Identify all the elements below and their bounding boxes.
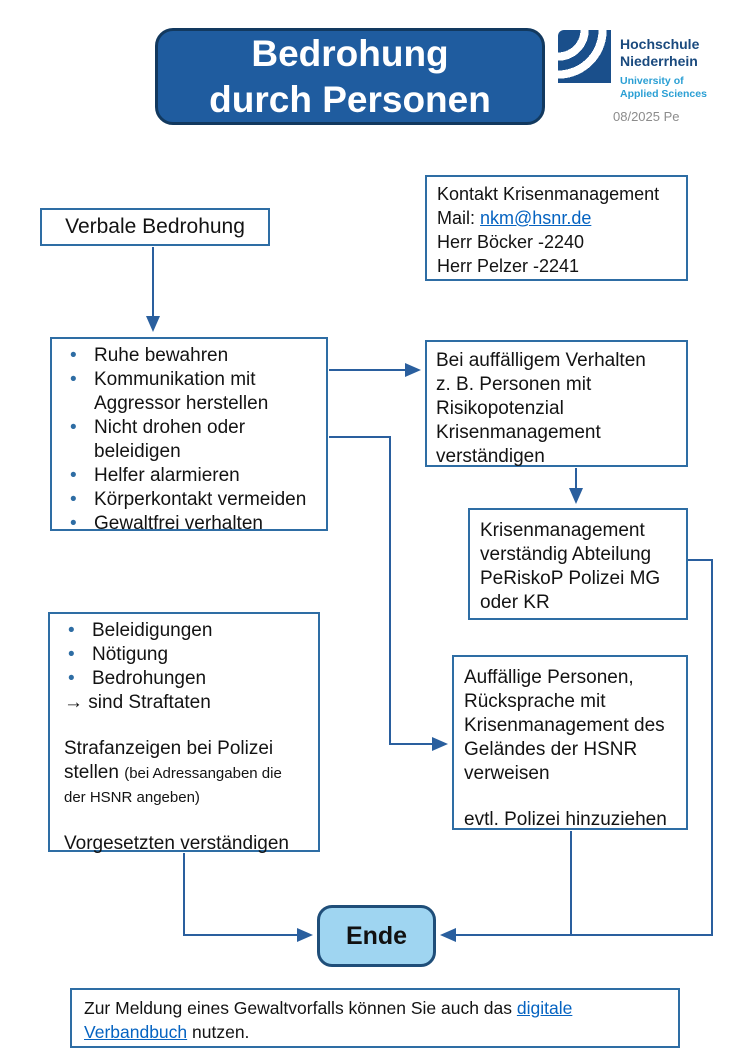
logo-name-line1: Hochschule [620,36,700,52]
list-item [52,512,326,536]
verbandbuch-link[interactable]: digitale [516,998,573,1018]
text-span-small: (bei Adressangaben die [124,765,282,782]
hsnr-logo-icon [558,30,611,83]
text-line: verständigen [436,446,545,467]
kontakt-person2: Herr Pelzer -2241 [437,256,580,276]
kontakt-person1: Herr Böcker -2240 [437,232,585,252]
list-item [52,368,326,416]
bullet-icon [70,464,94,488]
kontakt-mail-line [437,206,676,230]
page-title-line2: durch Personen [209,78,491,120]
text-line: Bedrohungen [92,668,207,689]
text-line: PeRiskoP Polizei MG [480,568,661,589]
list-item [50,643,318,667]
bullet-icon [70,416,94,440]
text-line: Krisenmanagement [480,520,645,541]
mail-link[interactable]: nkm@hsnr.de [480,208,592,228]
mail-label: Mail: [437,208,481,228]
connector-report-to-ende [184,853,310,935]
note-text: Zur Meldung eines Gewaltvorfalls können Sie auch das [84,998,517,1018]
bullet-icon [70,368,94,392]
page-title-line1: Bedrohung [251,33,449,74]
text-line: verständig Abteilung [480,544,652,565]
text-line: beleidigen [94,441,181,462]
spacer [50,810,318,832]
text-line: Rücksprache mit [464,691,606,712]
spacer [50,715,318,737]
text-line: Krisenmanagement des [464,715,665,736]
text-line: Nötigung [92,644,169,665]
bullet-icon [70,344,94,368]
title-banner [155,28,545,125]
verweisen-box [452,655,688,830]
note-line2 [84,1020,666,1044]
text-line: evtl. Polizei hinzuziehen [464,809,667,830]
bullet-icon [68,643,92,667]
note-box [70,988,680,1048]
text-line: Körperkontakt vermeiden [94,489,307,510]
text-span: stellen [64,762,125,783]
logo-subtitle-line1: University of [620,75,684,88]
list-item [52,344,326,368]
text-line: Gewaltfrei verhalten [94,513,263,534]
list-item [50,619,318,643]
text-line: Risikopotenzial [436,398,564,419]
note-text: nutzen. [187,1022,250,1042]
report-box [48,612,320,852]
text-line: Aggressor herstellen [94,393,269,414]
text-line: Kommunikation mit [94,369,256,390]
text-line: Strafanzeigen bei Polizei [64,738,274,759]
spacer [464,786,686,808]
hsnr-logo-text [620,36,707,100]
text-line: Helfer alarmieren [94,465,240,486]
bullet-icon [70,512,94,536]
end-label: Ende [345,921,408,950]
bullet-icon [70,488,94,512]
version-label: 08/2025 Pe [613,109,680,124]
connector-actions-to-verweisen [329,437,445,744]
text-line: Krisenmanagement [436,422,601,443]
text-line: Geländes der HSNR [464,739,638,760]
text-line [50,761,318,786]
list-item [50,667,318,691]
notify-box [425,340,688,467]
straftaten-line: → sind Straftaten [64,692,211,713]
supervisor-line: Vorgesetzten verständigen [64,833,289,854]
start-node [40,208,270,246]
note-line1 [84,996,666,1020]
list-item [52,488,326,512]
end-node [317,905,436,967]
logo-name-line2: Niederrhein [620,52,698,69]
krisenmanagement-box [468,508,688,620]
text-line: Bei auffälligem Verhalten [436,350,646,371]
list-item [52,416,326,464]
verbandbuch-link[interactable]: Verbandbuch [84,1022,188,1042]
text-line: Auffällige Personen, [464,667,634,688]
text-line: Beleidigungen [92,620,213,641]
actions-box [50,337,328,534]
kontakt-heading: Kontakt Krisenmanagement [437,184,660,204]
kontakt-box [425,175,688,281]
bullet-icon [68,667,92,691]
text-line: oder KR [480,592,550,613]
text-line: Nicht drohen oder [94,417,246,438]
list-item [52,464,326,488]
text-line: verweisen [464,763,550,784]
start-label: Verbale Bedrohung [65,215,245,238]
logo-subtitle-line2: Applied Sciences [620,87,707,100]
bullet-icon [68,619,92,643]
text-line: z. B. Personen mit [436,374,592,395]
text-line: Ruhe bewahren [94,345,229,366]
text-line: der HSNR angeben) [64,789,200,806]
